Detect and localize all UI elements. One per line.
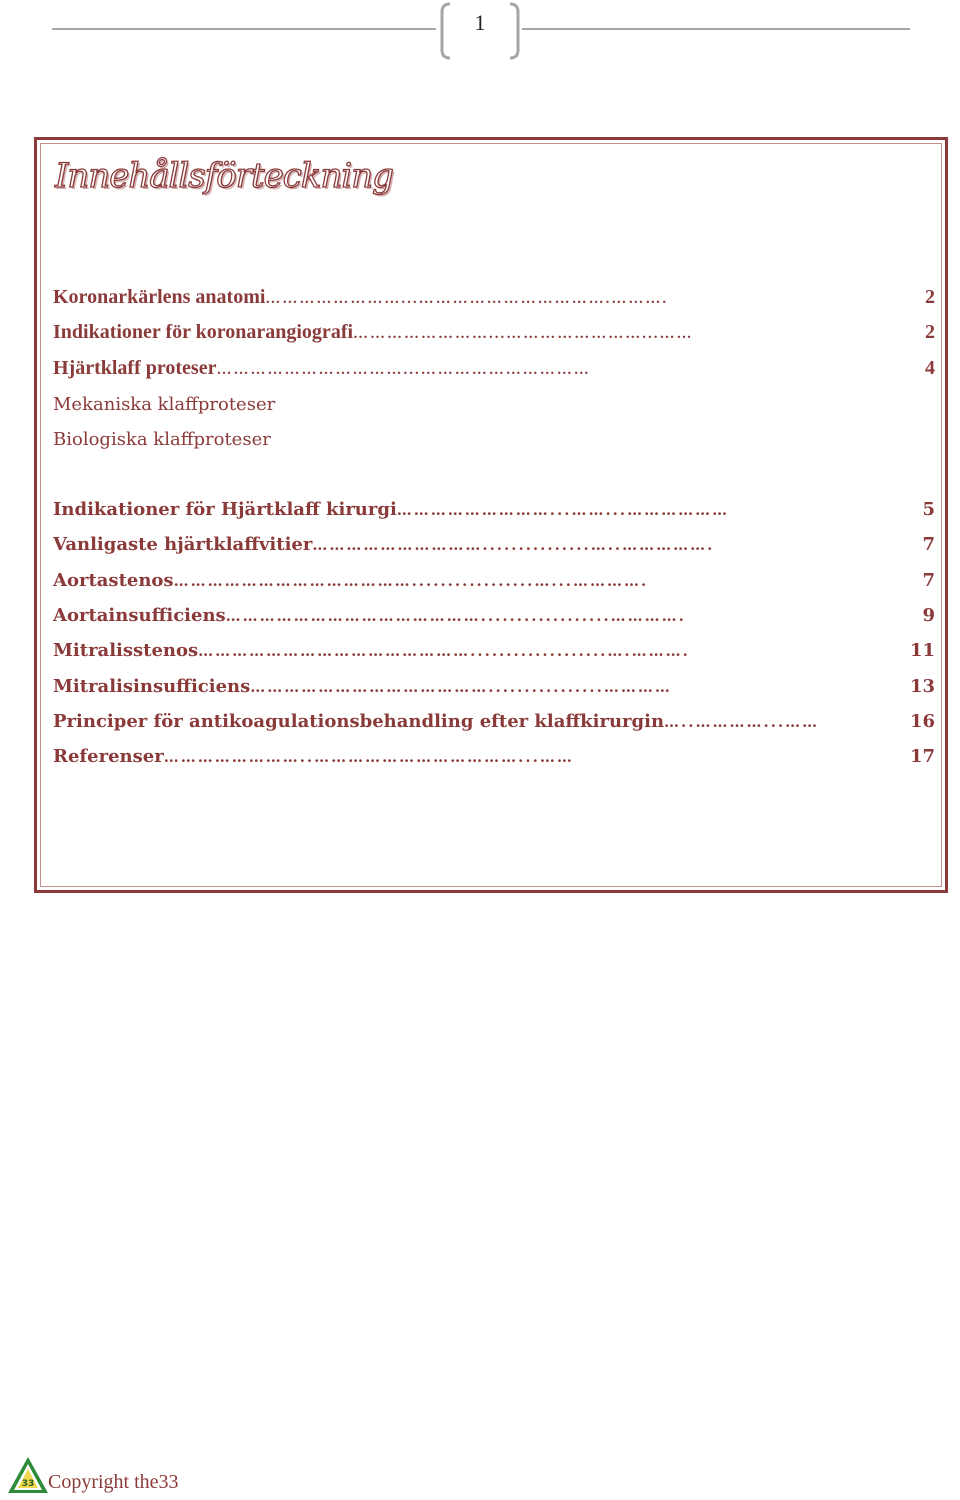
toc-entry-indikationer-koronarangiografi[interactable] (53, 321, 935, 351)
toc-entry-aortainsufficiens[interactable] (53, 605, 935, 635)
toc-entry-label: Hjärtklaff proteser (53, 357, 217, 379)
toc-entry-page: 17 (909, 746, 935, 767)
toc-entry-page: 4 (925, 357, 935, 379)
toc-entry-principer-antikoagulation[interactable] (53, 711, 935, 741)
toc-entry-referenser[interactable] (53, 746, 935, 776)
toc-entry-hjartklaff-proteser[interactable] (53, 357, 935, 387)
toc-entry-page: 2 (925, 321, 935, 343)
toc-entry-page: 9 (922, 605, 935, 626)
toc-entry-label: Mitralisinsufficiens (53, 676, 251, 697)
toc-entry-page: 16 (909, 711, 935, 732)
toc-title: Innehållsförteckning (55, 156, 393, 196)
toc-entry-page: 7 (922, 570, 935, 591)
toc-entry-leader: ……………………...…………………………….………. (265, 291, 669, 307)
toc-entry-page: 13 (909, 676, 935, 697)
toc-subentry-mekaniska[interactable]: Mekaniska klaffproteser (53, 394, 276, 415)
toc-entry-label: Aortastenos (53, 570, 174, 591)
toc-entry-page: 7 (922, 534, 935, 555)
toc-entry-leader: …………………………………….................…...…………. (173, 572, 649, 590)
toc-entry-label: Vanligaste hjärtklaffvitier (53, 534, 313, 555)
toc-entry-label: Indikationer för Hjärtklaff kirurgi (53, 499, 397, 520)
the33-logo-icon (6, 1455, 50, 1495)
logo-text: 33 (21, 1479, 35, 1489)
toc-entry-leader: …………………………………………...................….………. (198, 642, 690, 660)
toc-entry-label: Mitralisstenos (53, 640, 199, 661)
toc-entry-leader: …..…………...…… (664, 713, 820, 731)
toc-entry-page: 5 (922, 499, 935, 520)
toc-entry-leader: ……………………...……………………...…… (353, 326, 694, 342)
toc-entry-aortastenos[interactable] (53, 570, 935, 600)
toc-entry-leader: ………………………………………..................…………. (225, 607, 686, 625)
toc-entry-leader: ……………………..………………………………...…… (163, 748, 574, 766)
toc-entry-leader: ……………………………...………………………… (216, 362, 591, 378)
toc-entry-vanligaste-hjartklaffvitier[interactable] (53, 534, 935, 564)
toc-entry-label: Koronarkärlens anatomi (53, 286, 266, 308)
toc-entry-leader: ……………………………………................………… (250, 678, 672, 696)
toc-entry-label: Principer för antikoagulationsbehandling efter klaffkirurgin (53, 711, 665, 732)
toc-frame (34, 137, 948, 893)
toc-entry-label: Aortainsufficiens (53, 605, 226, 626)
toc-entry-leader: ………………………...……...……………… (396, 501, 730, 519)
toc-subentry-biologiska[interactable]: Biologiska klaffproteser (53, 429, 271, 450)
toc-entry-mitralisinsufficiens[interactable] (53, 676, 935, 706)
page-number-box (440, 2, 520, 58)
copyright-text: Copyright the33 (48, 1471, 179, 1493)
toc-entry-koronarkarlens-anatomi[interactable] (53, 286, 935, 316)
toc-entry-page: 11 (909, 640, 935, 661)
page-number: 1 (474, 10, 486, 35)
toc-entry-label: Indikationer för koronarangiografi (53, 321, 354, 343)
toc-entry-page: 2 (925, 286, 935, 308)
toc-entry-label: Referenser (53, 746, 164, 767)
header-rule-right (522, 28, 910, 30)
header-rule-left (52, 28, 436, 30)
toc-entry-mitralisstenos[interactable] (53, 640, 935, 670)
toc-entry-indikationer-hjartklaff-kirurgi[interactable] (53, 499, 935, 529)
toc-entry-leader: …………………………...............…..……………. (312, 536, 715, 554)
